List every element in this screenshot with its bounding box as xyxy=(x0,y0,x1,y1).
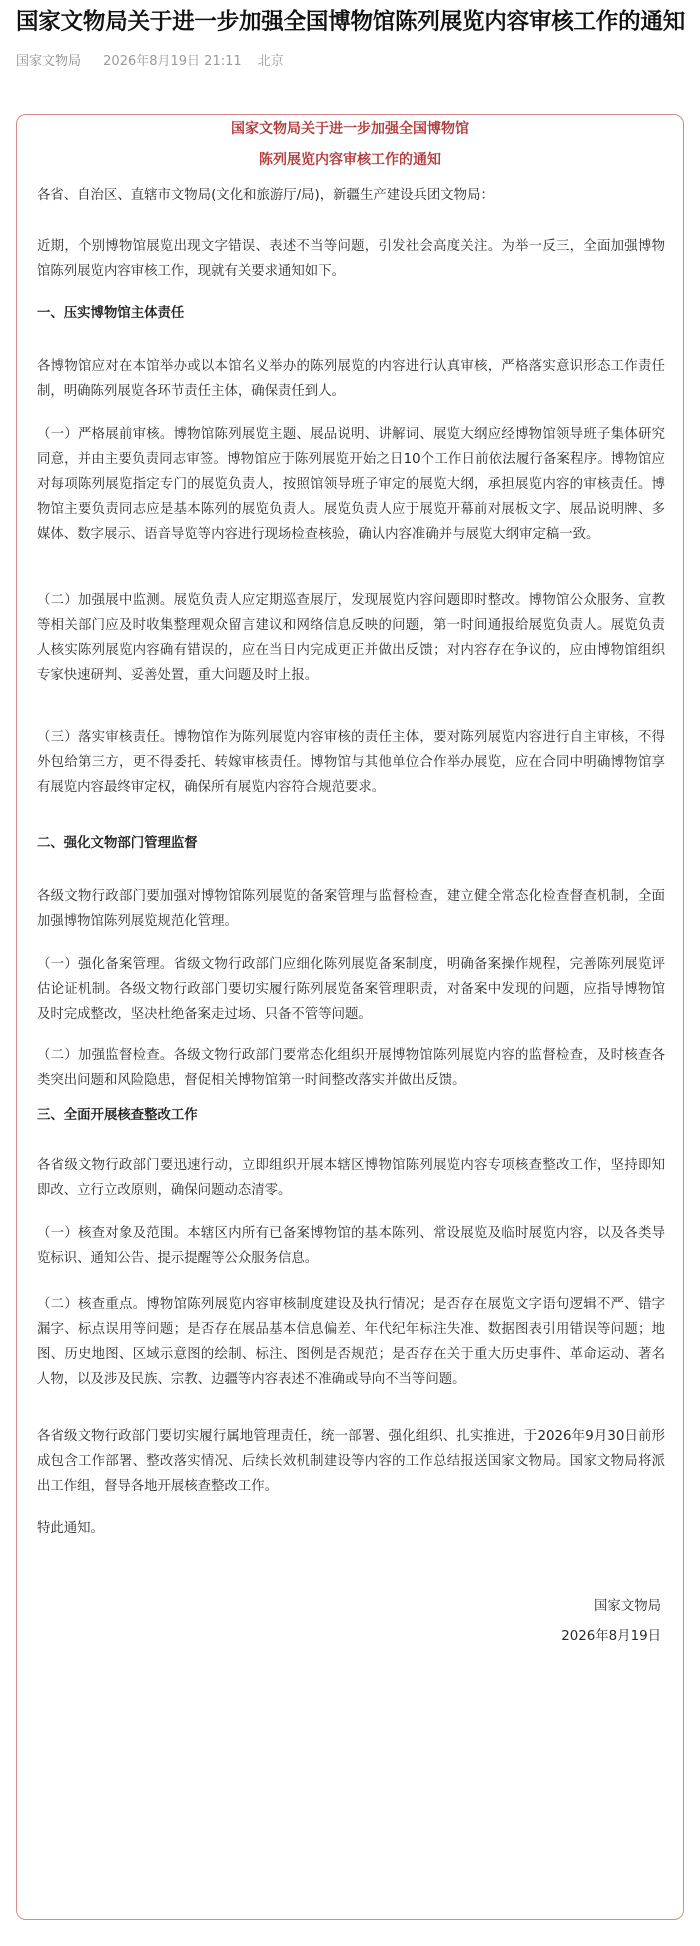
section2-item2: （二）加强监督检查。各级文物行政部门要常态化组织开展博物馆陈列展览内容的监督检查，及时核查各类突出问题和风险隐患，督促相关博物馆第一时间整改落实并做出反馈。 xyxy=(37,1048,665,1088)
section1-lead: 各博物馆应对在本馆举办或以本馆名义举办的陈列展览的内容进行认真审核，严格落实意识形态工作责任制，明确陈列展览各环节责任主体，确保责任到人。 xyxy=(37,359,665,399)
section2-lead: 各级文物行政部门要加强对博物馆陈列展览的备案管理与监督检查，建立健全常态化检查督查机制，全面加强博物馆陈列展览规范化管理。 xyxy=(37,889,665,929)
section3-item2: （二）核查重点。博物馆陈列展览内容审核制度建设及执行情况；是否存在展览文字语句逻辑不严、错字漏字、标点误用等问题；是否存在展品基本信息偏差、年代纪年标注失准、数据图表引用错误等问题；地图、历史地图、区域示意图的绘制、标注、图例是否规范；是否存在关于重大历史事件、革命运动、著名人物，以及涉及民族、宗教、边疆等内容表述不准确或导向不当等问题。 xyxy=(37,1297,665,1387)
section1-item1: （一）严格展前审核。博物馆陈列展览主题、展品说明、讲解词、展览大纲应经博物馆领导班子集体研究同意，并由主要负责同志审签。博物馆应于陈列展览开始之日10个工作日前依法履行备案程序。博物馆应对每项陈列展览指定专门的展览负责人，按照馆领导班子审定的展览大纲，承担展览内容的审核责任。博物馆主要负责同志应是基本陈列的展览负责人。展览负责人应于展览开幕前对展板文字、展品说明牌、多媒体、数字展示、语音导览等内容进行现场检查核验，确认内容准确并与展览大纲审定稿一致。 xyxy=(37,427,665,542)
article-title: 国家文物局关于进一步加强全国博物馆陈列展览内容审核工作的通知 xyxy=(16,9,686,35)
article-source-link[interactable]: 国家文物局 xyxy=(16,54,82,69)
section3-closing: 各省级文物行政部门要切实履行属地管理责任，统一部署、强化组织、扎实推进，于2026年9月30日前形成包含工作部署、整改落实情况、后续长效机制建设等内容的工作总结报送国家文物局。国家文物局将派出工作组，督导各地开展核查整改工作。 xyxy=(37,1429,665,1494)
section3-heading: 三、全面开展核查整改工作 xyxy=(37,1108,198,1123)
section1-item2: （二）加强展中监测。展览负责人应定期巡查展厅，发现展览内容问题即时整改。博物馆公众服务、宣教等相关部门应及时收集整理观众留言建议和网络信息反映的问题，第一时间通报给展览负责人。展览负责人核实陈列展览内容确有错误的，应在当日内完成更正并做出反馈；对内容存在争议的，应由博物馆组织专家快速研判、妥善处置，重大问题及时上报。 xyxy=(37,593,665,683)
article-datetime: 2026年8月19日 21:11 xyxy=(103,54,242,69)
article-location: 北京 xyxy=(257,54,284,69)
section3-item1: （一）核查对象及范围。本辖区内所有已备案博物馆的基本陈列、常设展览及临时展览内容，以及各类导览标识、通知公告、提示提醒等公众服务信息。 xyxy=(37,1226,665,1266)
section2-item1: （一）强化备案管理。省级文物行政部门应细化陈列展览备案制度，明确备案操作规程，完善陈列展览评估论证机制。各级文物行政部门要切实履行陈列展览备案管理职责，对备案中发现的问题，应指导博物馆及时完成整改，坚决杜绝备案走过场、只备不管等问题。 xyxy=(37,957,665,1022)
section3-lead: 各省级文物行政部门要迅速行动，立即组织开展本辖区博物馆陈列展览内容专项核查整改工作，坚持即知即改、立行立改原则，确保问题动态清零。 xyxy=(37,1158,665,1198)
section1-heading: 一、压实博物馆主体责任 xyxy=(37,306,185,321)
notice-date: 2026年8月19日 xyxy=(561,1629,661,1644)
article-meta xyxy=(16,52,296,72)
notice-title-line2: 陈列展览内容审核工作的通知 xyxy=(259,152,441,168)
notice-title-line1: 国家文物局关于进一步加强全国博物馆 xyxy=(231,121,469,137)
notice-addressee: 各省、自治区、直辖市文物局(文化和旅游厅/局)，新疆生产建设兵团文物局： xyxy=(37,188,494,203)
notice-ending: 特此通知。 xyxy=(37,1521,104,1536)
notice-card xyxy=(16,114,684,1920)
notice-intro: 近期，个别博物馆展览出现文字错误、表述不当等问题，引发社会高度关注。为举一反三，全面加强博物馆陈列展览内容审核工作，现就有关要求通知如下。 xyxy=(37,239,665,279)
notice-signature: 国家文物局 xyxy=(594,1599,661,1614)
section1-item3: （三）落实审核责任。博物馆作为陈列展览内容审核的责任主体，要对陈列展览内容进行自主审核，不得外包给第三方，更不得委托、转嫁审核责任。博物馆与其他单位合作举办展览，应在合同中明确博物馆享有展览内容最终审定权，确保所有展览内容符合规范要求。 xyxy=(37,730,665,795)
section2-heading: 二、强化文物部门管理监督 xyxy=(37,836,198,851)
